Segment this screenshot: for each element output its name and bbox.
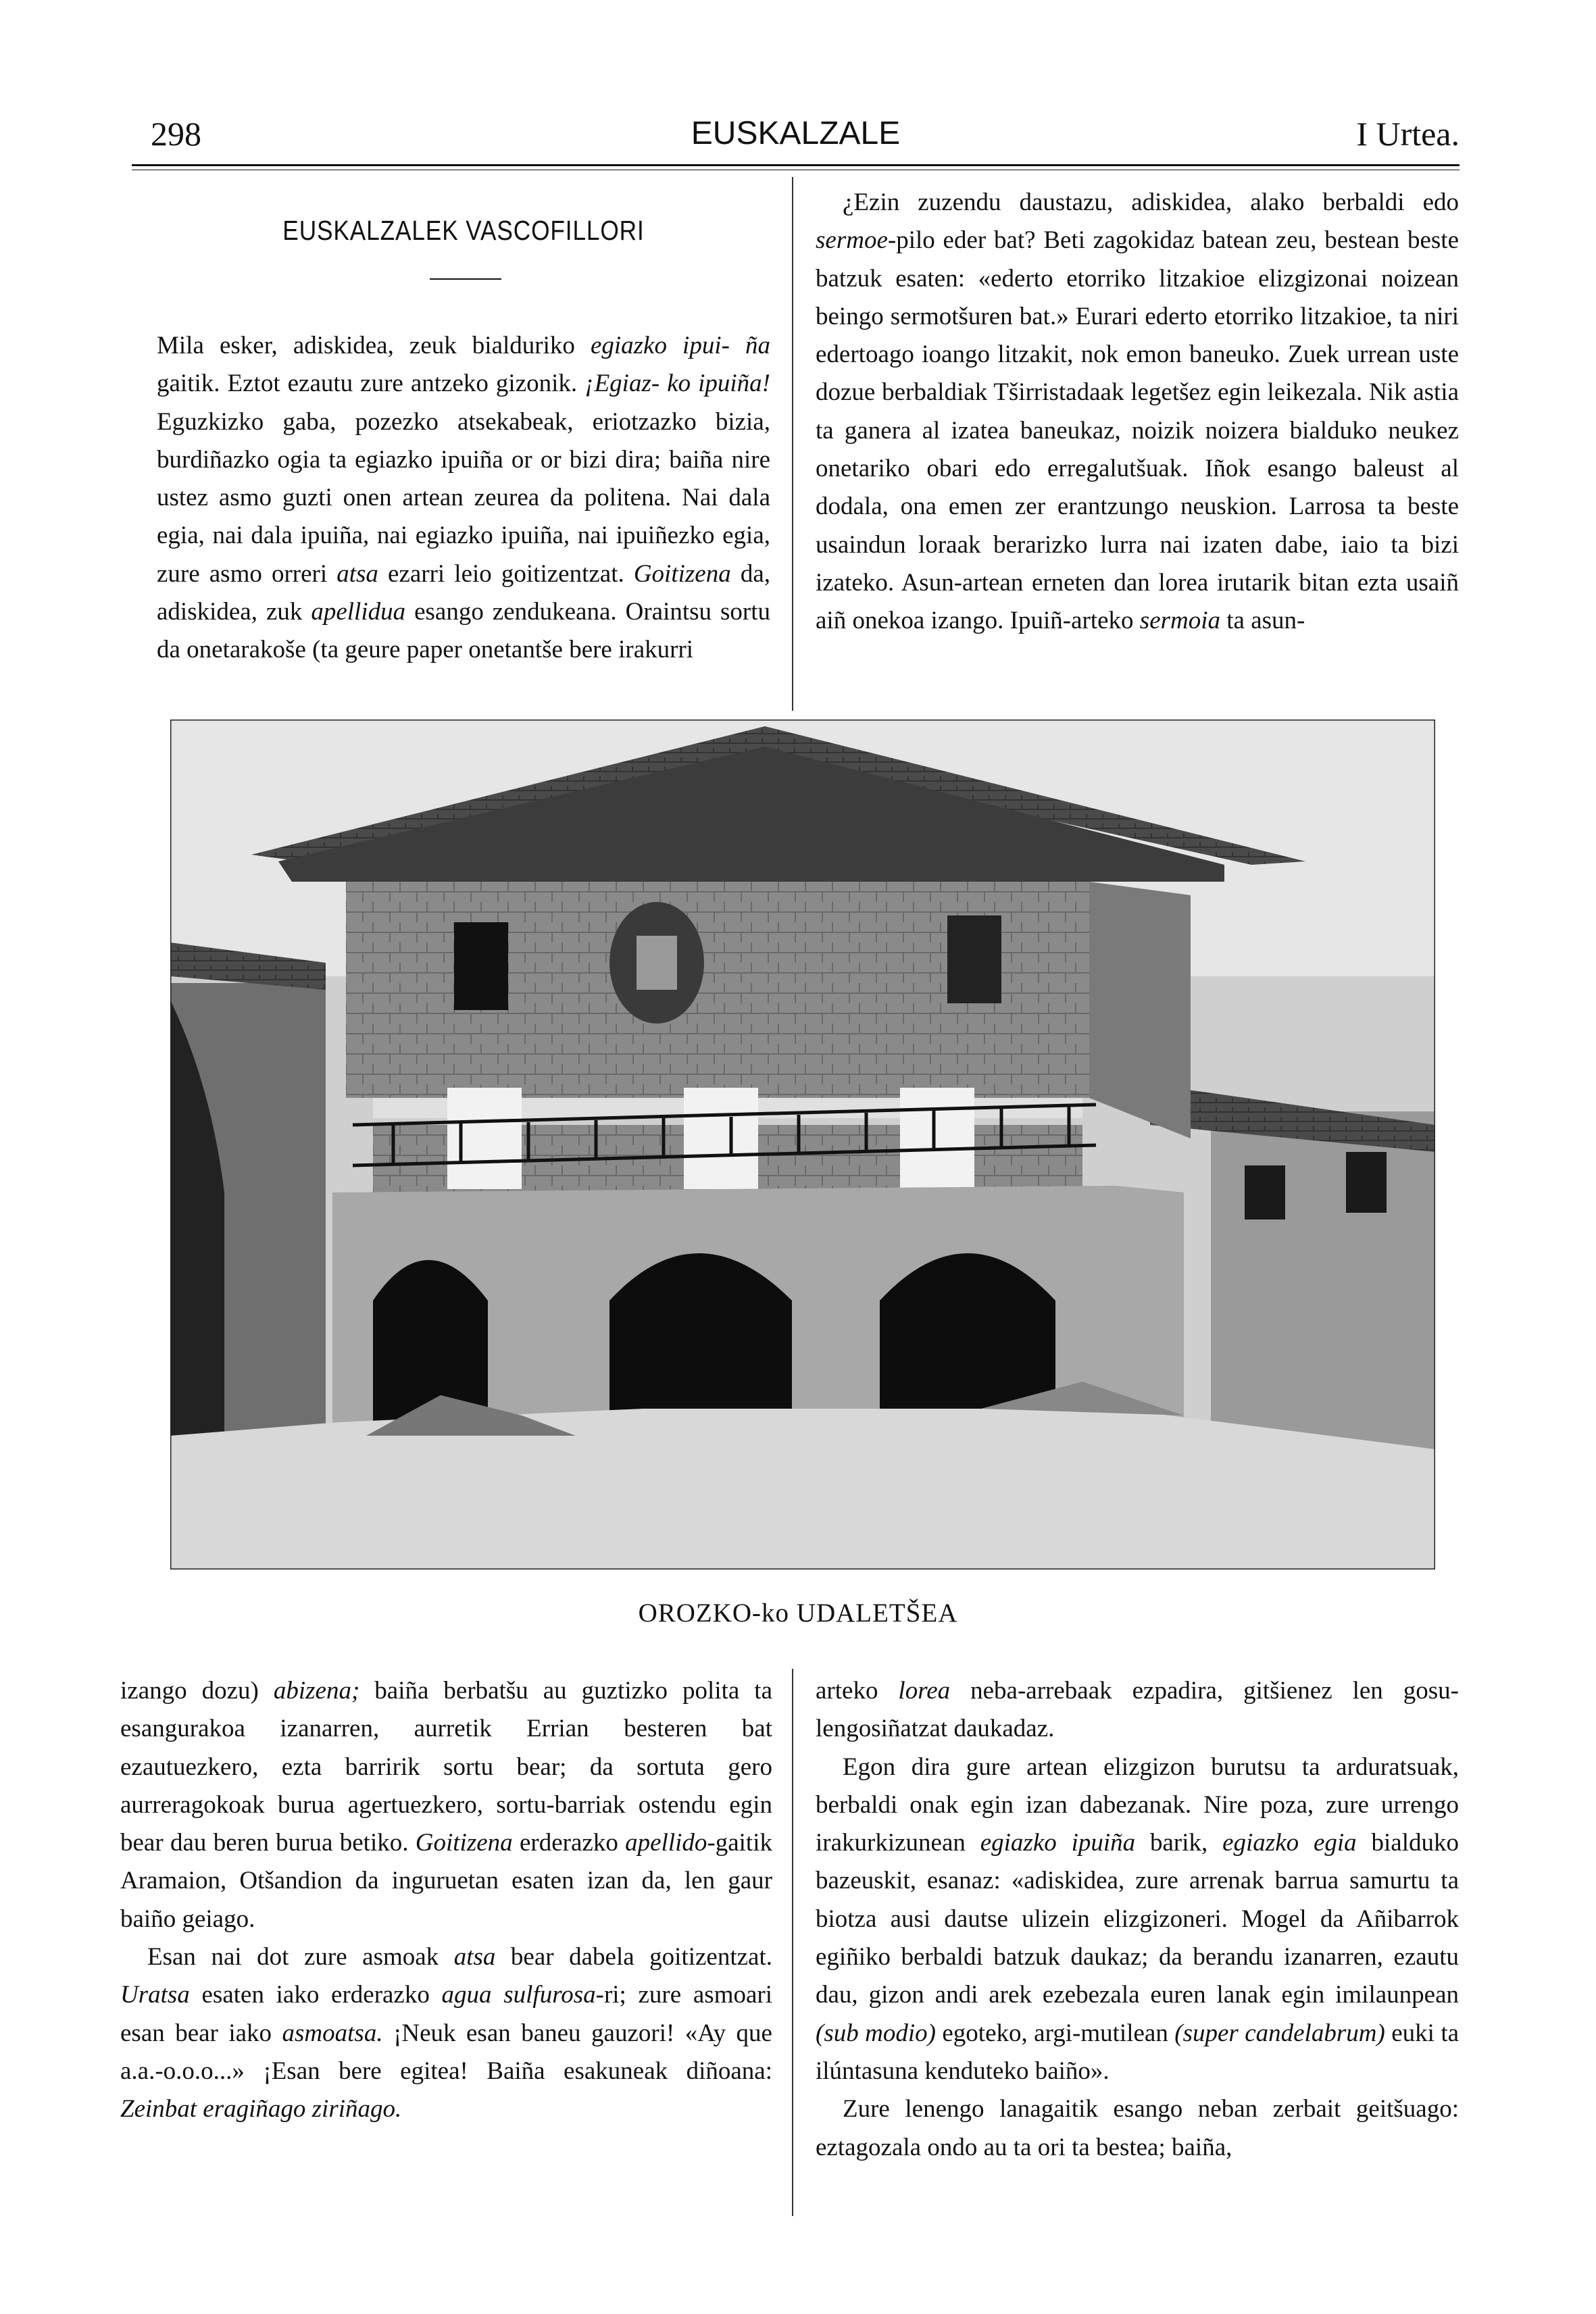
coat-of-arms <box>609 902 704 1024</box>
photo-caption: OROZKO-ko UDALETŠEA <box>638 1599 958 1628</box>
column-top-left: Mila esker, adiskidea, zeuk bialduriko egiazko ipui- ña gaitik. Eztot ezautu zure antzeko gizonik. ¡Egiaz- ko ipuiña! Eguzkizko gaba, pozezko atsekabeak, eriotzazko bizia, burdiñazko ogia ta egiazko ipuiña or or bizi dira; baiña nire ustez asmo guzti onen artean zeurea da politena. Nai dala egia, nai dala ipuiña, nai egiazko ipuiña, nai ipuiñezko egia, zure asmo orreri atsa ezarri leio goitizentzat. Goitizena da, adiskidea, zuk apellidua esango zendukeana. Oraintsu sortu da onetarakoše (ta geure paper onetantše bere irakurri <box>157 332 771 664</box>
header-rule <box>132 164 1460 166</box>
title-divider <box>430 278 501 280</box>
article-title: EUSKALZALEK VASCOFILLORI <box>282 215 645 246</box>
town-hall-photo <box>170 720 1435 1569</box>
page-header <box>132 114 1460 161</box>
page-number: 298 <box>151 115 201 153</box>
column-divider-bottom <box>792 1669 793 2216</box>
column-bottom-right: arteko lorea neba-arrebaak ezpadira, gitšienez len gosu-lengosiñatzat daukadaz. Egon dira gure artean elizgizon burutsu ta arduratsuak, berbaldi onak egin izan dabezanak. Nire poza, zure urrengo irakurkizunean egiazko ipuiña barik, egiazko egia bialduko bazeuskit, esanaz: «adiskidea, zure arrenak barrua samurtu ta biotza ausi dautse ulizein elizgizoneri. Mogel da Añibarrok egiñiko berbaldi batzuk daukaz; da berandu izanarren, ezautu dau, gizon andi arek ezebezala euren lanak egin imilaunpean (sub modio) egoteko, argi-mutilean (super candelabrum) euki ta ilúntasuna kenduteko baiño». Zure lenengo lanagaitik esango neban zerbait geitšuago: eztagozala ondo au ta ori ta bestea; baiña, <box>816 1677 1460 2161</box>
column-bottom-left: izango dozu) abizena; baiña berbatšu au guztizko polita ta esangurakoa izanarren, aurretik Errian besteren bat ezautuezkero, ezta barririk sortu bear; da sortuta gero aurreragokoak burua agertuezkero, sortu-barriak ostendu egin bear dau beren burua betiko. Goitizena erderazko apellido-gaitik Aramaion, Otšandion da inguruetan esaten izan da, len gaur baiño geiago. Esan nai dot zure asmoak atsa bear dabela goitizentzat. Uratsa esaten iako erderazko agua sulfurosa-ri; zure asmoari esan bear iako asmoatsa. ¡Neuk esan baneu gauzori! «Ay que a.a.-o.o.o...» ¡Esan bere egitea! Baiña esakuneak diñoana: Zeinbat eragiñago ziriñago. <box>120 1677 773 2123</box>
column-divider-top <box>792 177 793 711</box>
volume-label: I Urtea. <box>1356 115 1460 153</box>
running-title: EUSKALZALE <box>691 116 901 151</box>
column-top-right: ¿Ezin zuzendu daustazu, adiskidea, alako berbaldi edo sermoe-pilo eder bat? Beti zagokidaz batean zeu, bestean beste batzuk esaten: «ederto etorriko litzakioe elizgizonai noizean beingo sermotšuren bat.» Eurari ederto etorriko litzakioe, ta niri edertoago ioango litzakit, nok emon baneuko. Zuek urrean uste dozue berbaldiak Tširristadaak legetšez egin leikezala. Nik astia ta ganera al izatea baneukaz, noizik noizera bialduko neukez onetariko obari edo erregalutšuak. Iñok esango baleust al dodala, ona emen zer erantzungo neuskion. Larrosa ta beste usaindun loraak berarizko lurra nai izaten dabe, iaio ta bizi izateko. Asun-artean erneten dan lorea irutarik bitan ezta usaiñ aiñ onekoa izango. Ipuiñ-arteko sermoia ta asun- <box>816 188 1459 635</box>
